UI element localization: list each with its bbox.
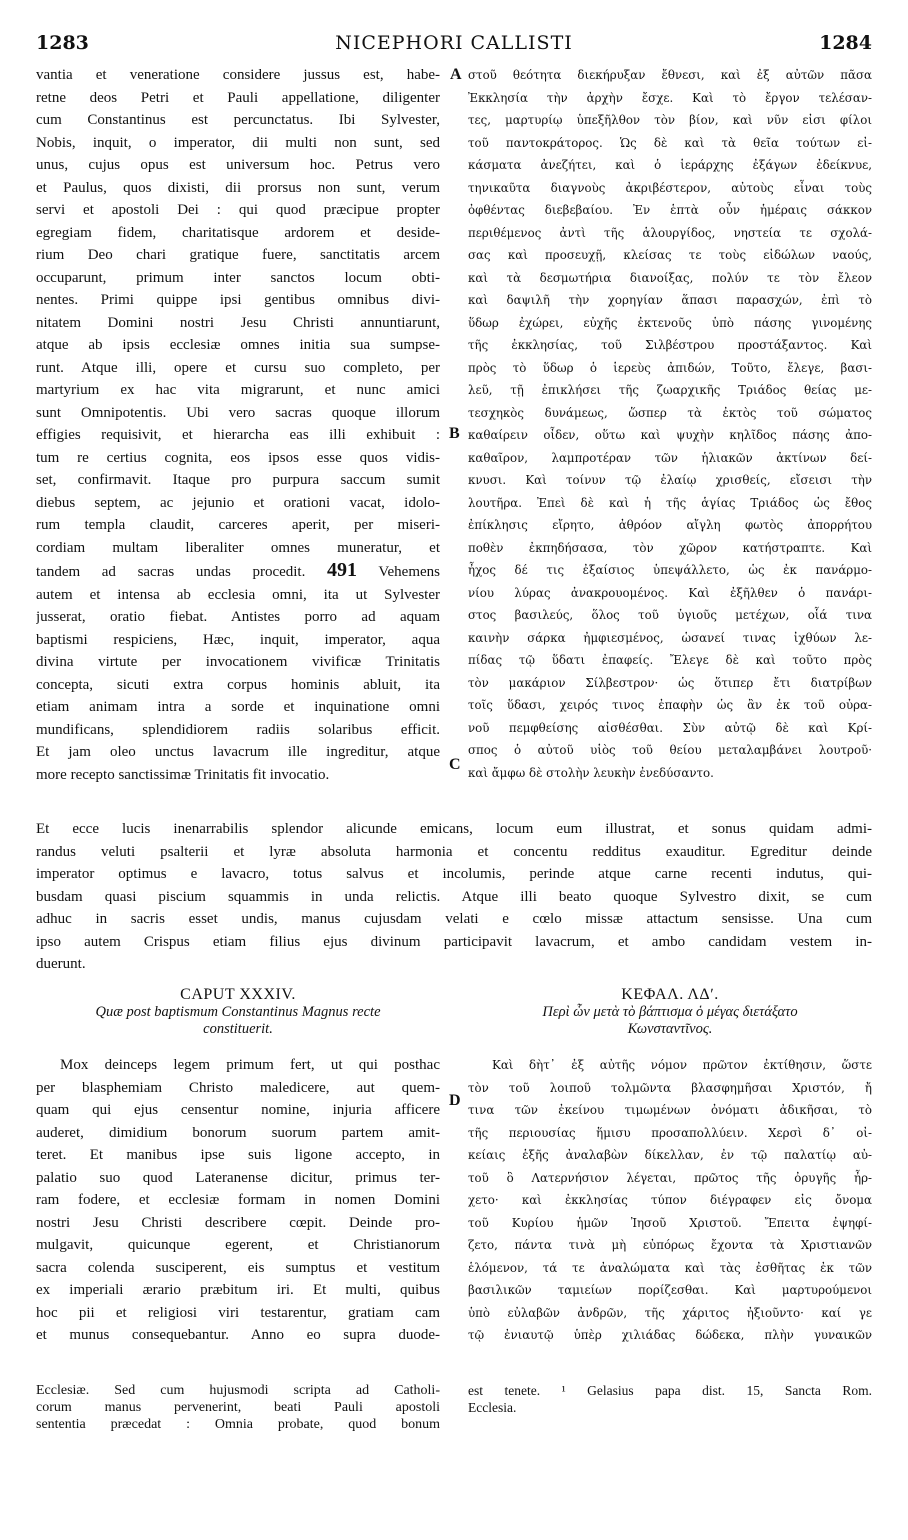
text-line: ζετο, πάντα τινὰ μὴ εὐπόρως ἔχοντα τὰ Χριστιανῶν xyxy=(468,1238,872,1252)
text-line: teret. Et manibus ipse suis ligone accepto, in xyxy=(36,1147,440,1163)
margin-marker-b: B xyxy=(449,425,460,442)
text-line: set, confirmavit. Itaque pro purpura saccum sumit xyxy=(36,472,440,488)
text-line: hoc pii et religiosi viri testarentur, gratiam cam xyxy=(36,1304,440,1321)
text-line xyxy=(36,559,440,584)
text-line: auderet, dimidium bonorum suorum partem amit- xyxy=(36,1124,440,1141)
text-line: σπος ὁ αὐτοῦ υἱὸς τοῦ θείου μεταλαμβάνει λουτροῦ· xyxy=(468,743,872,757)
text-line: καὶ δαψιλῆ τὴν χορηγίαν ἅπασι παρασχών, ἐπὶ τὸ xyxy=(468,293,872,307)
text-line: mulgavit, quicunque egerent, et Christianorum xyxy=(36,1237,440,1253)
greek-chapter-heading xyxy=(468,986,872,1038)
text-line: ποθὲν ἐκπηδήσασα, τὸν χῶρον κατήστραπτε. Καὶ xyxy=(468,540,872,555)
text-line: atque ab ipsis ecclesiæ omnes initia sua sumpse- xyxy=(36,337,440,353)
text-line: et Paulus, quos dixisti, dii prorsus non sunt, verum xyxy=(36,179,440,196)
text-line: divina virtute per invocationem vivificæ Trinitatis xyxy=(36,654,440,670)
text-line: ἐπίκλησις εἴρητο, ἀθρόον αἴγλη φωτὸς ἀπορρήτου xyxy=(468,518,872,532)
text-line: λουτῆρα. Ἐπεὶ δὲ καὶ ἡ τῆς ἁγίας Τριάδος ὡς ἔθος xyxy=(468,495,872,510)
text-line: πρὸς τὸ ὕδωρ ὁ ἱερεὺς ἀπιδών, Τοῦτο, ἔλεγε, βασι- xyxy=(468,360,872,375)
text-line: cordiam multam liberaliter omnes muneratur, et xyxy=(36,539,440,556)
text-line: unus, cujus opus est universum hoc. Petrus vero xyxy=(36,157,440,173)
text-line: adhuc in sacris esset undis, manus cujusdam velati e cœlo missæ attactum sensisse. Una cum xyxy=(36,911,872,927)
text-line: nostri Jesu Christi describere cœpit. Deinde pro- xyxy=(36,1214,440,1231)
text-line: τὸν τοῦ λοιποῦ τολμῶντα βλασφημῆσαι Χριστόν, ἤ xyxy=(468,1080,872,1095)
text-line: λεῦ, τῇ ἐπικλήσει τῆς ζωαρχικῆς Τριάδος θείας με- xyxy=(468,383,872,397)
text-line: concepta, sicuti extra corpus hominis abluit, ita xyxy=(36,676,440,693)
text-line: per blasphemiam Christo maledicere, aut quem- xyxy=(36,1079,440,1096)
text-line: τοῦ Κυρίου ἡμῶν Ἰησοῦ Χριστοῦ. Ἔπειτα ἐψηφί- xyxy=(468,1215,872,1230)
text-line: imperator optimus e lavacro, totus salvus et incolumis, perinde atque carne recenti indutus, qui- xyxy=(36,866,872,882)
text-line: καθαίρειν οἶδεν, οὕτω καὶ ψυχὴν κηλῖδος πάσης ἀπο- xyxy=(468,428,872,442)
text-line: occuparunt, primum inter sanctos locum obti- xyxy=(36,269,440,286)
greek-column-top xyxy=(468,64,872,784)
text-line: ram fodere, et ecclesiæ formam in nomen Domini xyxy=(36,1192,440,1208)
text-line: egregiam fidem, charitatisque ardorem et deside- xyxy=(36,224,440,241)
text-line: ὑπὸ εὐλαβῶν ἀνδρῶν, τῆς χάριτος ἠξιοῦντο· καί γε xyxy=(468,1305,872,1320)
text-line: jusserat, oratio fiebat. Antistes porro ad aquam xyxy=(36,609,440,625)
text-line: τοῦ ὃ Λατερνήσιον λέγεται, πρῶτος τῆς ὀρυγῆς ἦρ- xyxy=(468,1170,872,1185)
text-line: sunt Omnipotentis. Ubi vero sacras quoque illorum xyxy=(36,404,440,421)
text-line: Nobis, inquit, o imperator, dii multi non sunt, sed xyxy=(36,134,440,151)
text-line: est tenete. ¹ Gelasius papa dist. 15, Sancta Rom. xyxy=(468,1383,872,1398)
text-line: κάσματα ἀνεζήτει, καὶ ὁ ἱεράρχης ἐξάγων ἐδείκνυε, xyxy=(468,158,872,172)
latin-full-width-paragraph xyxy=(36,818,872,976)
text-line: cum Constantinus est percunctatus. Ibi Sylvester, xyxy=(36,112,440,128)
text-line: νίου λύρας ἀνακρουομένος. Καὶ ἐξῆλθεν ὁ πανάρι- xyxy=(468,585,872,600)
text-line: autem et intensa ab ecclesia omni, ita ut Sylvester xyxy=(36,586,440,603)
text-line: ipso autem Crispus etiam filius ejus divinum participavit lavacrum, et ambo candidam vestem in- xyxy=(36,933,872,950)
text-line: τῷ ἐνιαυτῷ ὑπὲρ χιλιάδας δώδεκα, πλὴν γυναικῶν xyxy=(468,1328,872,1342)
text-line: martyrium ex hac vita migrarunt, et nunc amici xyxy=(36,382,440,398)
footnote-left xyxy=(36,1382,440,1433)
text-line: τῆς περιουσίας ἥμισυ προσαπολλύειν. Χερσὶ δ᾽ οἰ- xyxy=(468,1125,872,1140)
latin-caput-subtitle-2: constituerit. xyxy=(203,1021,273,1037)
text-line: sacra colenda susciperent, eis sumptus et vestitum xyxy=(36,1259,440,1276)
text-line: diebus septem, ac jejunio et orationi vacat, idolo- xyxy=(36,494,440,511)
text-segment: Vehemens xyxy=(356,564,440,580)
greek-kephal-title: ΚΕΦΑΛ. ΛΔʹ. xyxy=(621,986,719,1003)
greek-kephal-subtitle-1: Περὶ ὧν μετὰ τὸ βάπτισμα ὁ μέγας διετάξατο xyxy=(542,1004,798,1020)
text-line: Ecclesia. xyxy=(468,1400,517,1415)
page-number-left: 1283 xyxy=(36,32,89,54)
text-line: effigies requisivit, et hierarcha eas illi exhibuit : xyxy=(36,427,440,443)
text-line: τινα τῶν ἐκείνου τιμωμένων ὀνόματι ἀδικῆσαι, τὸ xyxy=(468,1103,872,1117)
text-line: randus veluti psalterii et lyræ absoluta harmonia et concentu redditus exauditur. Egreditur deinde xyxy=(36,843,872,860)
text-line: νοῦ πεμφθείσης αἰσθέσθαι. Σὺν αὐτῷ δὲ καὶ Κρί- xyxy=(468,720,872,735)
latin-column-top xyxy=(36,64,440,786)
text-line: ὕδωρ ἐχώρει, εὐχῆς ἐκτενοῦς ὑπὸ πάσης γινομένης xyxy=(468,315,872,330)
text-line: καὶ ἄμφω δὲ στολὴν λευκὴν ἐνεδύσαντο. xyxy=(468,765,714,780)
text-line: nitatem Domini nostri Jesu Christi annuntiarunt, xyxy=(36,314,440,331)
text-line: τὸν μακάριον Σίλβεστρον· ὡς ὅτιπερ ἔτι διατρίβων xyxy=(468,675,872,690)
greek-kephal-subtitle-2: Κωνσταντῖνος. xyxy=(627,1021,713,1037)
text-line: τηνικαῦτα διαγνοὺς ἀκριβέστερον, αὐτοὺς εἶναι τοὺς xyxy=(468,180,872,195)
text-line: retne deos Petri et Pauli appellatione, diligenter xyxy=(36,89,440,106)
text-line: ex imperiali ærario præbitum iri. Et multi, quibus xyxy=(36,1282,440,1298)
text-line: Et jam oleo unctus lavacrum ille ingreditur, atque xyxy=(36,744,440,760)
text-line: τες, μαρτυρίῳ ὑπεξῆλθον τὸν βίον, καὶ νῦν εἰσι φίλοι xyxy=(468,113,872,127)
text-line: runt. Atque illi, opere et cursu suo completo, per xyxy=(36,359,440,376)
text-line: καθαῖρον, λαμπροτέραν τῶν ἡλιακῶν ἀκτίνων δεί- xyxy=(468,450,872,465)
text-line: rum templa claudit, carceres aperit, per miseri- xyxy=(36,517,440,533)
text-line: ἑλόμενον, τά τε ἀναλώματα καὶ τὰς ἐσθῆτας ἐκ τῶν xyxy=(468,1260,872,1275)
text-line: et munus consequebantur. Anno eo supra duode- xyxy=(36,1327,440,1343)
text-line: etiam animam intra a sorde et inquinatione omni xyxy=(36,699,440,715)
text-line: κνυσι. Καὶ τοίνυν τῷ ἐλαίῳ χρισθείς, εἴσεισι τὴν xyxy=(468,473,872,487)
text-line: τῆς ἐκκλησίας, τοῦ Σιλβέστρου προστάξαντος. Καὶ xyxy=(468,338,872,352)
text-line: baptismi respiciens, Hæc, inquit, imperator, aqua xyxy=(36,631,440,648)
text-line: τοῦ παντοκράτορος. Ὡς δὲ καὶ τὰ θεῖα τούτων εἰ- xyxy=(468,135,872,150)
text-line: servi et apostoli Dei : qui quod præcipue propter xyxy=(36,202,440,218)
text-line: καινὴν σάρκα ἠμφιεσμένος, ὡσανεί τινας ἰχθύων λε- xyxy=(468,630,872,645)
text-line: κείαις ἑξῆς ἀναλαβὼν δίκελλαν, ἐν τῷ παλατίῳ αὐ- xyxy=(468,1148,872,1162)
text-line: περιθέμενος ἀντὶ τῆς ἁλουργίδος, νηστεία τε σχολά- xyxy=(468,225,872,240)
margin-marker-d: D xyxy=(449,1092,461,1109)
text-line: χετο· καὶ ἐκκλησίας τύπον διέγραφεν εἰς ὄνομα xyxy=(468,1193,872,1207)
text-line: στος βασιλεύς, ὅλος τοῦ ὑγιοῦς μετέχων, οἷά τινα xyxy=(468,608,872,622)
text-line: Mox deinceps legem primum fert, ut qui posthac xyxy=(60,1057,440,1073)
text-line: Καὶ δὴτ᾽ ἐξ αὐτῆς νόμον πρῶτον ἐκτίθησιν, ὥστε xyxy=(492,1058,872,1072)
text-line: mundificans, splendidiorem radiis solaribus efficit. xyxy=(36,721,440,738)
text-line: busdam quasi piscium squammis in unda relictis. Atque illi beato quoque Sylvestro dixit, se cum xyxy=(36,888,872,905)
text-line: σας καὶ προσευχῇ, κλείσας τε τοὺς εἰδώλων ναούς, xyxy=(468,248,872,262)
footnote-right xyxy=(468,1382,872,1416)
margin-marker-a: A xyxy=(450,66,462,83)
text-line: vantia et veneratione considere jussus est, habe- xyxy=(36,67,440,83)
text-line: τεσχηκὸς δυνάμεως, ὥσπερ τὰ ἐκτὸς τοῦ σώματος xyxy=(468,405,872,420)
text-line: Et ecce lucis inenarrabilis splendor alicunde emicans, locum eum illustrat, et sonus quidam admi- xyxy=(36,821,872,837)
text-line: βασιλικῶν ταμιείων πορίζεσθαι. Καὶ μαρτυρούμενοι xyxy=(468,1283,872,1297)
text-line: duerunt. xyxy=(36,956,86,972)
text-line: rium Deo chari gratique fuere, sanctitatis arcem xyxy=(36,247,440,263)
latin-caput-title: CAPUT XXXIV. xyxy=(180,986,296,1003)
running-title: NICEPHORI CALLISTI xyxy=(335,32,573,54)
text-line: palatio suo quod Lateranense dicitur, primus ter- xyxy=(36,1169,440,1186)
text-line: Ἐκκλησία τὴν ἀρχὴν ἔσχε. Καὶ τὸ ἔργον τελέσαν- xyxy=(468,90,872,105)
text-line: ἦχος δέ τις ἐξαίσιος ὑπεψάλλετο, ὡς ἐκ πανάρμο- xyxy=(468,563,872,577)
margin-marker-c: C xyxy=(449,756,461,773)
text-line: πίδας τῷ ὕδατι ἐπαφείς. Ἔλεγε δὲ καὶ τοῦτο πρὸς xyxy=(468,653,872,667)
latin-column-bottom xyxy=(36,1054,440,1347)
text-line: sententia præcedat : Omnia probate, quod bonum xyxy=(36,1417,440,1432)
text-line: tum re certius cognita, eos ipsos esse quos vidis- xyxy=(36,449,440,466)
text-line: στοῦ θεότητα διεκήρυξαν ἔθνεσι, καὶ ἐξ αὐτῶν πᾶσα xyxy=(468,68,872,82)
text-line: ὀφθέντας διεβεβαίου. Ἐν ἑπτὰ οὖν ἡμέραις σάκκον xyxy=(468,203,872,217)
text-line: nentes. Primi quippe ipsi gentibus omnibus divi- xyxy=(36,292,440,308)
column-number: 491 xyxy=(326,559,357,581)
page-number-right: 1284 xyxy=(819,32,872,54)
text-line: καὶ τὰ δεσμωτήρια διανοίξας, πολύν τε τὸν ἔλεον xyxy=(468,270,872,285)
text-line: more recepto sanctissimæ Trinitatis fit invocatio. xyxy=(36,766,330,783)
text-line: corum manus pervenerint, beati Pauli apostoli xyxy=(36,1400,440,1415)
text-segment: tandem ad sacras undas procedit. xyxy=(36,564,327,580)
latin-caput-subtitle-1: Quæ post baptismum Constantinus Magnus recte xyxy=(95,1004,381,1020)
text-line: quam qui ejus censentur nomine, injuria afficere xyxy=(36,1102,440,1118)
greek-column-bottom xyxy=(468,1054,872,1347)
text-line: Ecclesiæ. Sed cum hujusmodi scripta ad Catholi- xyxy=(36,1383,440,1398)
text-line: τοῖς ὕδασι, χειρός τινος ἐπαφὴν ὡς ἂν ἐκ τοῦ οὐρα- xyxy=(468,698,872,712)
latin-chapter-heading xyxy=(36,986,440,1038)
